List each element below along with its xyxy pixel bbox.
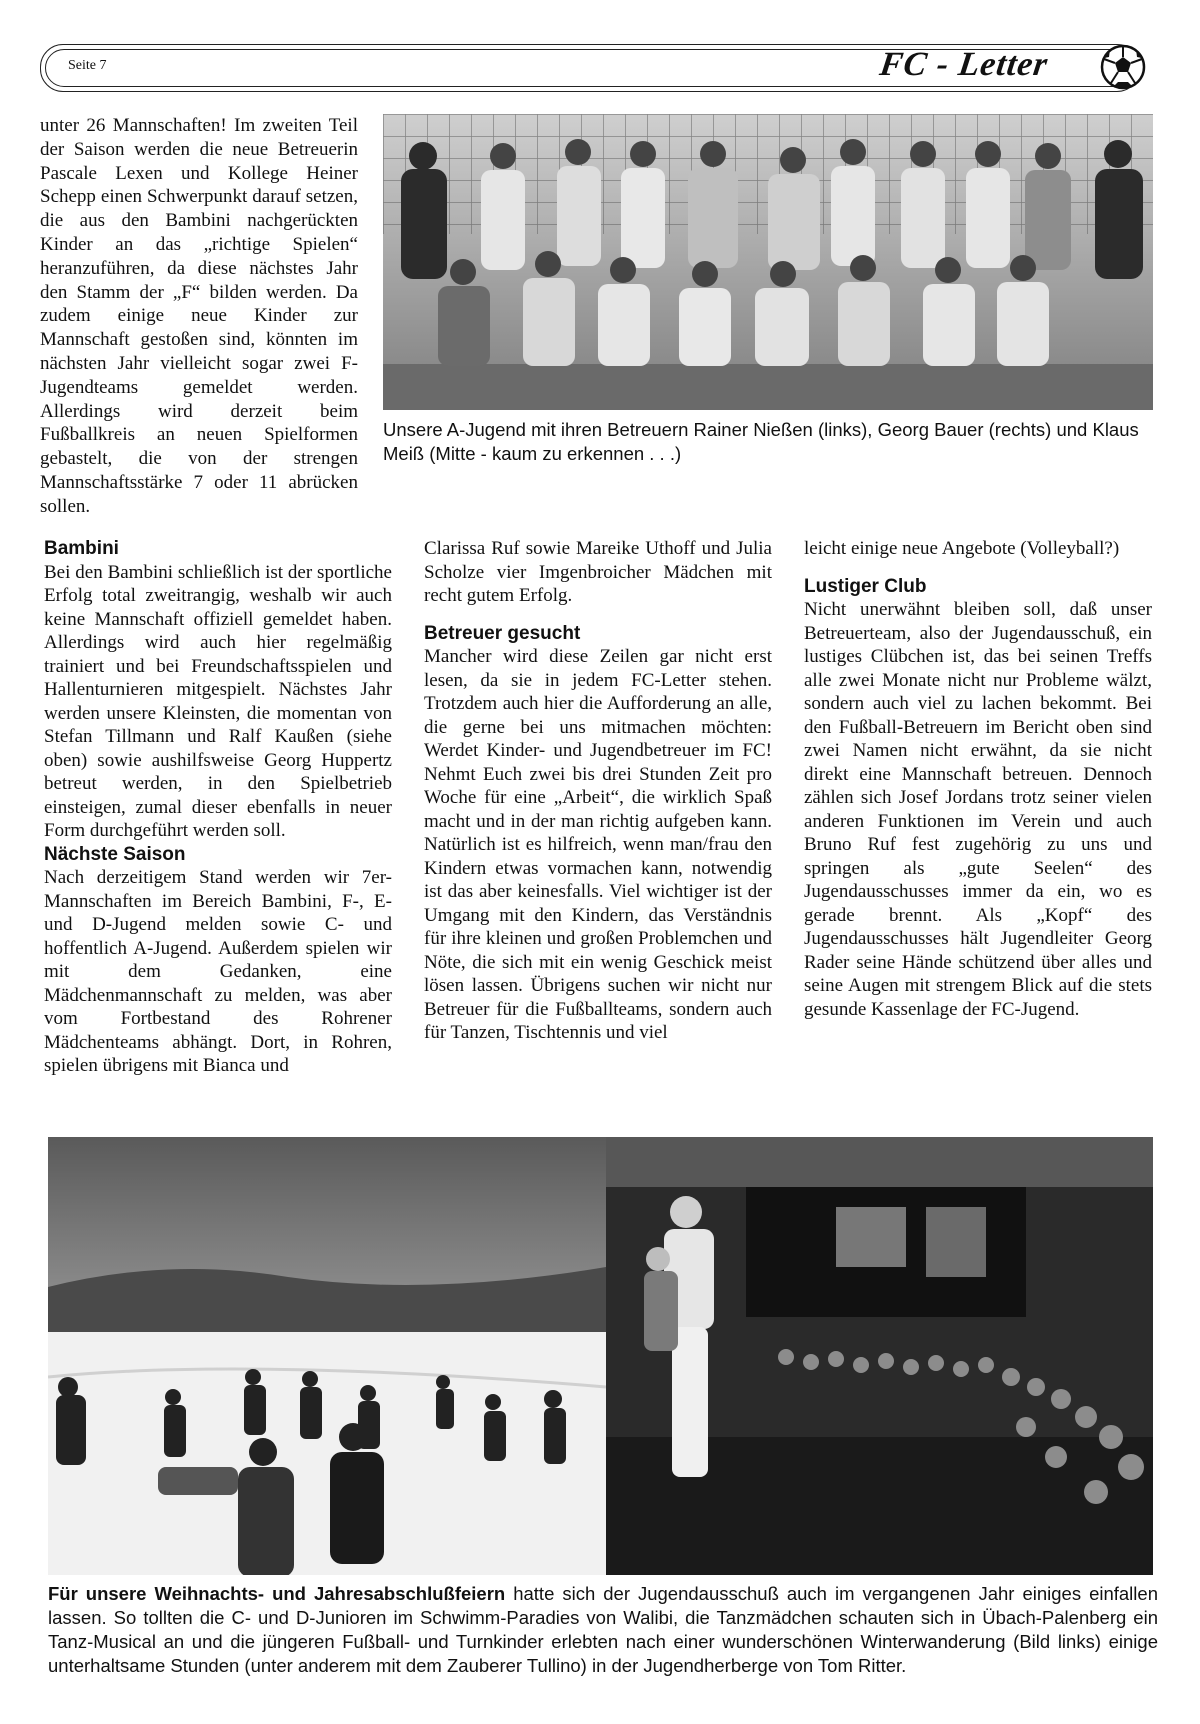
bottom-caption xyxy=(48,1582,1158,1678)
intro-paragraph: unter 26 Mannschaften! Im zweiten Teil der Saison werden die neue Betreuerin Pascale Lexen und Kollege Heiner Schepp einen Schwerpunkt darauf setzen, die aus den Bambini nachgerückten Kinder an das „richtige Spielen“ heranzuführen, da diese nächstes Jahr den Stamm der „F“ bilden werden. Da zudem einige neue Kinder zur Mannschaft gestoßen sind, könnten im nächsten Jahr vielleicht sogar zwei F-Jugendteams gemeldet werden. Allerdings wird derzeit beim Fußballkreis an neuen Spielformen gebastelt, die von der strengen Mannschaftsstärke 7 oder 11 abrücken sollen. xyxy=(40,115,358,517)
team-photo xyxy=(383,114,1153,410)
bottom-caption-text: hatte sich der Jugendausschuß auch im vergangenen Jahr einiges einfallen lassen. So tollten die C- und D-Junioren im Schwimm-Paradies von Walibi, die Tanzmädchen schauten sich in Übach-Palenberg ein Tanz-Musical an und die jüngeren Fußball- und Turnkinder erlebten nach einer wunderschönen Winterwanderung (Bild links) einige unterhaltsame Stunden (unter anderem mit dem Zauberer Tullino) in der Jugendherberge von Tom Ritter. xyxy=(48,1583,1158,1676)
bottom-caption-bold: Für unsere Weihnachts- und Jahresabschlußfeiern xyxy=(48,1583,506,1604)
betreuer-paragraph: Mancher wird diese Zeilen gar nicht erst lesen, da sie in jedem FC-Letter stehen. Trotzdem auch hier die Aufforderung an alle, die gerne bei uns mitmachen möchten: Werdet Kinder- und Jugendbetreuer im FC! Nehmt Euch zwei bis drei Stunden Zeit pro Woche für eine „Arbeit“, die wirklich Spaß macht und in der man richtig aufgeben kann. Natürlich ist es hilfreich, wenn man/frau den Kindern etwas vormachen kann, notwendig ist das aber keinesfalls. Viel wichtiger ist der Umgang mit den Kindern, das Verständnis für ihre kleinen und großen Problemchen und Nöte, die sich mit ein wenig Geschick meist lösen lassen. Übrigens suchen wir nicht nur Betreuer für die Fußballteams, sondern auch für Tanzen, Tischtennis und viel xyxy=(424,646,772,1043)
newsletter-logo: FC - Letter xyxy=(877,46,1051,83)
intro-column xyxy=(40,114,358,519)
club-heading: Lustiger Club xyxy=(804,575,927,597)
winter-hike-image xyxy=(48,1137,606,1575)
column-2 xyxy=(424,537,772,1045)
next-season-heading: Nächste Saison xyxy=(44,843,186,865)
team-photo-image xyxy=(383,114,1153,410)
column-2-intro: Clarissa Ruf sowie Mareike Uthoff und Julia Scholze vier Imgenbroicher Mädchen mit recht gutem Erfolg. xyxy=(424,538,772,606)
page-number: Seite 7 xyxy=(68,58,107,73)
column-1 xyxy=(44,537,392,1078)
next-season-paragraph: Nach derzeitigem Stand werden wir 7er-Mannschaften im Bereich Bambini, F-, E- und D-Jugend melden sowie C- und hoffentlich A-Jugend. Außerdem spielen wir mit dem Gedanken, eine Mädchenmannschaft zu melden, was aber vom Fortbestand des Rohrener Mädchenteams abhängt. Dort, in Rohren, spielen übrigens mit Bianca und xyxy=(44,867,392,1076)
team-photo-caption: Unsere A-Jugend mit ihren Betreuern Rainer Nießen (links), Georg Bauer (rechts) und Klaus Meiß (Mitte - kaum zu erkennen . . .) xyxy=(383,419,1139,464)
betreuer-heading: Betreuer gesucht xyxy=(424,622,581,644)
bambini-heading: Bambini xyxy=(44,538,119,559)
bambini-paragraph: Bei den Bambini schließlich ist der sportliche Erfolg total zweitrangig, weshalb wir auch keine Mannschaft offiziell gemeldet haben. Allerdings wird auch hier regelmäßig trainiert und bei Freundschaftsspielen und Hallenturnieren mitgespielt. Nächstes Jahr werden unsere Kleinsten, die momentan von Stefan Tillmann und Ralf Kaußen (siehe oben) sowie aushilfsweise Georg Huppertz betreut werden, in den Spielbetrieb einsteigen, zumal dieser ebenfalls in neuer Form durchgeführt werden soll. xyxy=(44,561,392,841)
christmas-party-image xyxy=(606,1137,1153,1575)
club-paragraph: Nicht unerwähnt bleiben soll, daß unser Betreuerteam, also der Jugendausschuß, ein lustiges Clübchen ist, das bei seinen Treffs alle zwei Monate nicht nur Probleme wälzt, sondern auch viel zu lachen bekommt. Bei den Fußball-Betreuern im Bericht oben sind zwei Namen nicht erwähnt, da sie nicht direkt eine Mannschaft betreuen. Dennoch zählen sich Josef Jordans trotz seiner vielen anderen Funktionen im Verein und auch Bruno Ruf fest zugehörig zu uns und springen als „gute Seelen“ des Jugendausschusses immer da ein, wo es gerade brennt. Als „Kopf“ des Jugendausschusses hält Jugendleiter Georg Rader seine Hände schützend über alles und seine Augen mit strengem Blick auf die stets gesunde Kassenlage der FC-Jugend. xyxy=(804,599,1152,1020)
column-3-intro: leicht einige neue Angebote (Volleyball?) xyxy=(804,538,1120,559)
football-icon xyxy=(1100,44,1146,90)
winter-hike-photo xyxy=(48,1137,606,1575)
christmas-party-photo xyxy=(606,1137,1153,1575)
column-3 xyxy=(804,537,1152,1021)
